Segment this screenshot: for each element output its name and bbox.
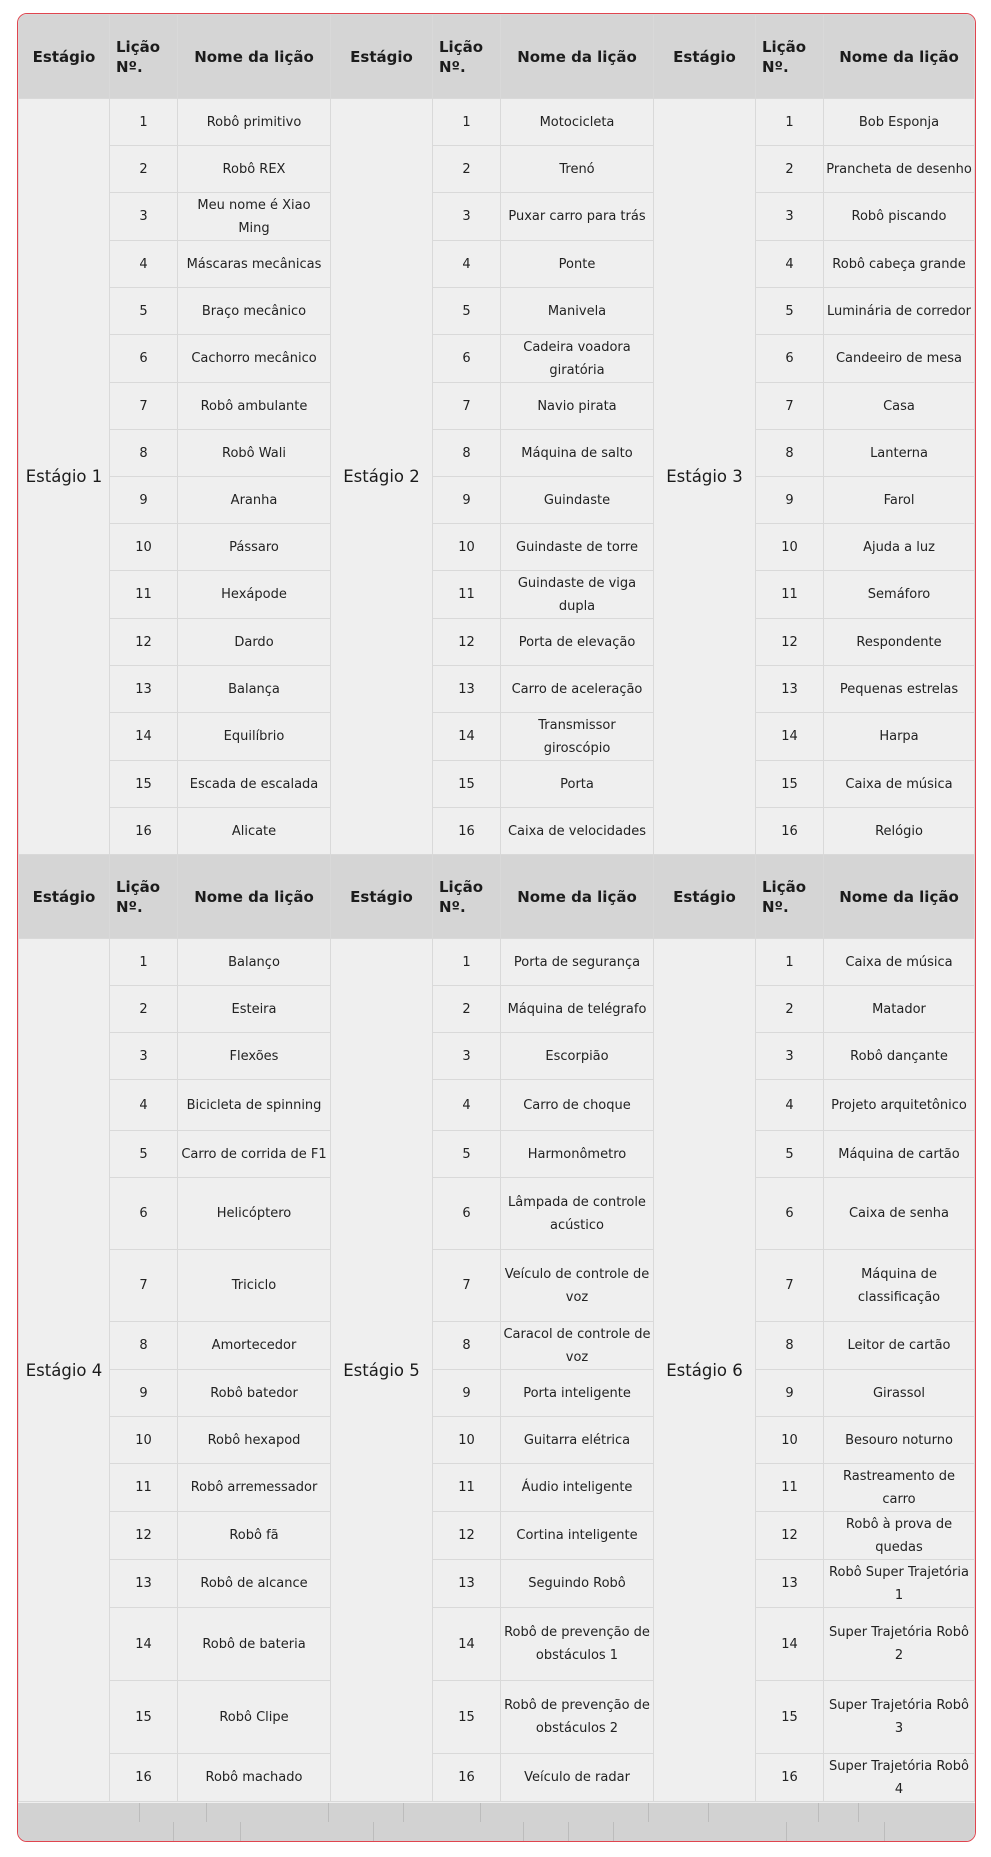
curriculum-table-frame	[17, 13, 976, 1842]
lesson-name: Escorpião	[501, 1033, 654, 1080]
lesson-name: Ponte	[501, 241, 654, 288]
lesson-number: 10	[433, 524, 501, 571]
header-stage: Estágio	[331, 855, 433, 939]
table-footer-bar	[18, 1803, 975, 1841]
lesson-name: Robô Wali	[178, 430, 331, 477]
lesson-name: Aranha	[178, 477, 331, 524]
lesson-number: 7	[110, 1250, 178, 1322]
table-row	[19, 1250, 975, 1322]
table-row	[19, 571, 975, 619]
lesson-name: Máquina de telégrafo	[501, 986, 654, 1033]
lesson-name: Luminária de corredor	[824, 288, 975, 335]
table-row	[19, 1608, 975, 1681]
lesson-name: Áudio inteligente	[501, 1464, 654, 1512]
lesson-number: 5	[110, 1131, 178, 1178]
lesson-number: 8	[110, 1322, 178, 1370]
lesson-name: Carro de choque	[501, 1080, 654, 1131]
header-stage: Estágio	[331, 15, 433, 99]
header-stage: Estágio	[19, 855, 110, 939]
lesson-number: 11	[756, 571, 824, 619]
table-row	[19, 666, 975, 713]
lesson-number: 14	[433, 1608, 501, 1681]
lesson-number: 15	[110, 1681, 178, 1754]
lesson-name: Girassol	[824, 1370, 975, 1417]
lesson-number: 13	[433, 666, 501, 713]
lesson-name: Máquina de cartão	[824, 1131, 975, 1178]
lesson-name: Guindaste de viga dupla	[501, 571, 654, 619]
lesson-name: Cachorro mecânico	[178, 335, 331, 383]
lesson-name: Casa	[824, 383, 975, 430]
lesson-name: Ajuda a luz	[824, 524, 975, 571]
lesson-name: Robô Clipe	[178, 1681, 331, 1754]
lesson-number: 6	[110, 1178, 178, 1250]
lesson-number: 1	[110, 99, 178, 146]
table-row	[19, 524, 975, 571]
table-row	[19, 146, 975, 193]
lesson-name: Robô piscando	[824, 193, 975, 241]
lesson-number: 1	[433, 939, 501, 986]
stage-label: Estágio 4	[19, 939, 110, 1802]
table-row	[19, 193, 975, 241]
lesson-name: Lanterna	[824, 430, 975, 477]
lesson-number: 8	[433, 430, 501, 477]
lesson-name: Robô hexapod	[178, 1417, 331, 1464]
lesson-number: 9	[433, 1370, 501, 1417]
lesson-name: Motocicleta	[501, 99, 654, 146]
lesson-number: 15	[756, 1681, 824, 1754]
lesson-number: 5	[110, 288, 178, 335]
lesson-number: 16	[110, 808, 178, 855]
lesson-number: 3	[110, 1033, 178, 1080]
lesson-name: Caixa de música	[824, 939, 975, 986]
table-row	[19, 1370, 975, 1417]
lesson-number: 14	[756, 1608, 824, 1681]
lesson-name: Guindaste de torre	[501, 524, 654, 571]
lesson-name: Robô machado	[178, 1754, 331, 1802]
header-lesson-no: Lição Nº.	[433, 855, 501, 939]
lesson-name: Porta	[501, 761, 654, 808]
lesson-number: 12	[110, 1512, 178, 1560]
lesson-name: Caixa de velocidades	[501, 808, 654, 855]
lesson-number: 2	[756, 986, 824, 1033]
header-lesson-name: Nome da lição	[824, 855, 975, 939]
lesson-name: Alicate	[178, 808, 331, 855]
header-row	[19, 15, 975, 99]
lesson-name: Flexões	[178, 1033, 331, 1080]
table-row	[19, 1754, 975, 1802]
lesson-number: 4	[433, 241, 501, 288]
lesson-name: Leitor de cartão	[824, 1322, 975, 1370]
lesson-number: 7	[756, 1250, 824, 1322]
lesson-number: 1	[433, 99, 501, 146]
lesson-number: 2	[756, 146, 824, 193]
lesson-number: 13	[756, 666, 824, 713]
lesson-number: 7	[110, 383, 178, 430]
lesson-name: Relógio	[824, 808, 975, 855]
lesson-number: 2	[110, 146, 178, 193]
stage-label: Estágio 5	[331, 939, 433, 1802]
table-row	[19, 1178, 975, 1250]
lesson-name: Carro de aceleração	[501, 666, 654, 713]
lesson-name: Transmissor giroscópio	[501, 713, 654, 761]
lesson-number: 7	[433, 383, 501, 430]
header-stage: Estágio	[654, 15, 756, 99]
table-row	[19, 477, 975, 524]
lesson-name: Guitarra elétrica	[501, 1417, 654, 1464]
lesson-number: 4	[110, 241, 178, 288]
lesson-name: Porta inteligente	[501, 1370, 654, 1417]
lesson-name: Caracol de controle de voz	[501, 1322, 654, 1370]
header-lesson-name: Nome da lição	[501, 15, 654, 99]
curriculum-table	[18, 14, 975, 1802]
lesson-name: Meu nome é Xiao Ming	[178, 193, 331, 241]
lesson-name: Pássaro	[178, 524, 331, 571]
header-lesson-no: Lição Nº.	[110, 15, 178, 99]
lesson-name: Robô cabeça grande	[824, 241, 975, 288]
lesson-name: Semáforo	[824, 571, 975, 619]
lesson-number: 5	[756, 288, 824, 335]
lesson-name: Robô batedor	[178, 1370, 331, 1417]
stage-label: Estágio 3	[654, 99, 756, 855]
lesson-number: 6	[110, 335, 178, 383]
table-row	[19, 808, 975, 855]
lesson-name: Matador	[824, 986, 975, 1033]
lesson-name: Robô arremessador	[178, 1464, 331, 1512]
lesson-name: Amortecedor	[178, 1322, 331, 1370]
lesson-name: Braço mecânico	[178, 288, 331, 335]
header-lesson-name: Nome da lição	[178, 15, 331, 99]
table-row	[19, 1512, 975, 1560]
lesson-name: Trenó	[501, 146, 654, 193]
lesson-number: 6	[756, 335, 824, 383]
lesson-number: 4	[110, 1080, 178, 1131]
lesson-number: 1	[110, 939, 178, 986]
table-row	[19, 713, 975, 761]
lesson-name: Máquina de salto	[501, 430, 654, 477]
lesson-name: Robô Super Trajetória 1	[824, 1560, 975, 1608]
lesson-name: Puxar carro para trás	[501, 193, 654, 241]
lesson-name: Lâmpada de controle acústico	[501, 1178, 654, 1250]
lesson-number: 14	[433, 713, 501, 761]
table-row	[19, 986, 975, 1033]
lesson-number: 12	[756, 1512, 824, 1560]
lesson-number: 11	[110, 571, 178, 619]
lesson-name: Robô ambulante	[178, 383, 331, 430]
lesson-number: 2	[433, 986, 501, 1033]
lesson-number: 16	[756, 808, 824, 855]
lesson-number: 15	[433, 761, 501, 808]
lesson-number: 4	[756, 1080, 824, 1131]
lesson-number: 12	[433, 1512, 501, 1560]
lesson-name: Veículo de radar	[501, 1754, 654, 1802]
lesson-name: Prancheta de desenho	[824, 146, 975, 193]
lesson-number: 10	[110, 524, 178, 571]
lesson-number: 11	[756, 1464, 824, 1512]
lesson-name: Farol	[824, 477, 975, 524]
lesson-name: Cadeira voadora giratória	[501, 335, 654, 383]
lesson-number: 12	[110, 619, 178, 666]
table-row	[19, 383, 975, 430]
header-lesson-no: Lição Nº.	[756, 15, 824, 99]
lesson-name: Bob Esponja	[824, 99, 975, 146]
table-row	[19, 99, 975, 146]
lesson-number: 13	[110, 666, 178, 713]
lesson-name: Balanço	[178, 939, 331, 986]
table-row	[19, 761, 975, 808]
table-row	[19, 1033, 975, 1080]
header-lesson-name: Nome da lição	[178, 855, 331, 939]
lesson-number: 14	[110, 713, 178, 761]
lesson-name: Bicicleta de spinning	[178, 1080, 331, 1131]
lesson-number: 15	[110, 761, 178, 808]
lesson-name: Escada de escalada	[178, 761, 331, 808]
lesson-number: 9	[110, 1370, 178, 1417]
lesson-name: Guindaste	[501, 477, 654, 524]
table-row	[19, 288, 975, 335]
lesson-number: 13	[433, 1560, 501, 1608]
lesson-number: 13	[110, 1560, 178, 1608]
lesson-name: Máscaras mecânicas	[178, 241, 331, 288]
lesson-number: 10	[110, 1417, 178, 1464]
lesson-number: 7	[756, 383, 824, 430]
lesson-name: Cortina inteligente	[501, 1512, 654, 1560]
lesson-number: 5	[756, 1131, 824, 1178]
lesson-name: Harmonômetro	[501, 1131, 654, 1178]
lesson-name: Besouro noturno	[824, 1417, 975, 1464]
lesson-number: 12	[433, 619, 501, 666]
header-lesson-no: Lição Nº.	[756, 855, 824, 939]
lesson-number: 16	[433, 1754, 501, 1802]
lesson-number: 10	[433, 1417, 501, 1464]
lesson-name: Dardo	[178, 619, 331, 666]
table-row	[19, 1464, 975, 1512]
lesson-name: Robô de prevenção de obstáculos 2	[501, 1681, 654, 1754]
table-row	[19, 335, 975, 383]
header-stage: Estágio	[654, 855, 756, 939]
lesson-name: Robô dançante	[824, 1033, 975, 1080]
lesson-name: Super Trajetória Robô 3	[824, 1681, 975, 1754]
lesson-name: Pequenas estrelas	[824, 666, 975, 713]
header-lesson-no: Lição Nº.	[433, 15, 501, 99]
table-row	[19, 1560, 975, 1608]
lesson-number: 8	[756, 430, 824, 477]
lesson-number: 5	[433, 1131, 501, 1178]
lesson-name: Porta de segurança	[501, 939, 654, 986]
lesson-number: 9	[433, 477, 501, 524]
lesson-name: Projeto arquitetônico	[824, 1080, 975, 1131]
lesson-name: Super Trajetória Robô 4	[824, 1754, 975, 1802]
header-lesson-name: Nome da lição	[501, 855, 654, 939]
lesson-number: 3	[433, 1033, 501, 1080]
lesson-name: Máquina de classificação	[824, 1250, 975, 1322]
lesson-number: 9	[756, 477, 824, 524]
lesson-number: 4	[433, 1080, 501, 1131]
table-row	[19, 241, 975, 288]
table-row	[19, 1322, 975, 1370]
lesson-number: 8	[110, 430, 178, 477]
lesson-name: Balança	[178, 666, 331, 713]
lesson-name: Robô REX	[178, 146, 331, 193]
lesson-number: 11	[433, 1464, 501, 1512]
lesson-number: 16	[110, 1754, 178, 1802]
lesson-number: 3	[756, 1033, 824, 1080]
lesson-number: 9	[110, 477, 178, 524]
lesson-number: 6	[756, 1178, 824, 1250]
lesson-number: 3	[110, 193, 178, 241]
lesson-name: Caixa de música	[824, 761, 975, 808]
lesson-number: 4	[756, 241, 824, 288]
lesson-name: Seguindo Robô	[501, 1560, 654, 1608]
lesson-name: Robô à prova de quedas	[824, 1512, 975, 1560]
lesson-name: Carro de corrida de F1	[178, 1131, 331, 1178]
lesson-number: 11	[110, 1464, 178, 1512]
lesson-number: 7	[433, 1250, 501, 1322]
lesson-number: 1	[756, 939, 824, 986]
lesson-number: 10	[756, 1417, 824, 1464]
stage-label: Estágio 1	[19, 99, 110, 855]
lesson-number: 14	[110, 1608, 178, 1681]
table-row	[19, 1131, 975, 1178]
table-row	[19, 1080, 975, 1131]
lesson-number: 13	[756, 1560, 824, 1608]
lesson-number: 9	[756, 1370, 824, 1417]
table-row	[19, 1681, 975, 1754]
lesson-name: Helicóptero	[178, 1178, 331, 1250]
lesson-name: Triciclo	[178, 1250, 331, 1322]
lesson-number: 5	[433, 288, 501, 335]
lesson-number: 1	[756, 99, 824, 146]
header-row	[19, 855, 975, 939]
lesson-name: Harpa	[824, 713, 975, 761]
lesson-number: 8	[756, 1322, 824, 1370]
lesson-number: 6	[433, 1178, 501, 1250]
lesson-name: Caixa de senha	[824, 1178, 975, 1250]
header-stage: Estágio	[19, 15, 110, 99]
lesson-name: Hexápode	[178, 571, 331, 619]
lesson-number: 2	[110, 986, 178, 1033]
lesson-name: Robô de prevenção de obstáculos 1	[501, 1608, 654, 1681]
lesson-number: 12	[756, 619, 824, 666]
lesson-name: Super Trajetória Robô 2	[824, 1608, 975, 1681]
table-row	[19, 430, 975, 477]
lesson-name: Candeeiro de mesa	[824, 335, 975, 383]
lesson-name: Robô primitivo	[178, 99, 331, 146]
table-row	[19, 619, 975, 666]
lesson-number: 15	[756, 761, 824, 808]
lesson-name: Manivela	[501, 288, 654, 335]
lesson-number: 15	[433, 1681, 501, 1754]
table-row	[19, 939, 975, 986]
lesson-name: Robô de alcance	[178, 1560, 331, 1608]
lesson-number: 3	[756, 193, 824, 241]
lesson-number: 8	[433, 1322, 501, 1370]
lesson-name: Porta de elevação	[501, 619, 654, 666]
lesson-name: Rastreamento de carro	[824, 1464, 975, 1512]
lesson-number: 3	[433, 193, 501, 241]
stage-label: Estágio 6	[654, 939, 756, 1802]
header-lesson-name: Nome da lição	[824, 15, 975, 99]
lesson-number: 14	[756, 713, 824, 761]
lesson-name: Veículo de controle de voz	[501, 1250, 654, 1322]
stage-label: Estágio 2	[331, 99, 433, 855]
header-lesson-no: Lição Nº.	[110, 855, 178, 939]
lesson-number: 16	[756, 1754, 824, 1802]
lesson-number: 11	[433, 571, 501, 619]
lesson-number: 10	[756, 524, 824, 571]
lesson-name: Robô de bateria	[178, 1608, 331, 1681]
lesson-name: Navio pirata	[501, 383, 654, 430]
table-row	[19, 1417, 975, 1464]
lesson-name: Esteira	[178, 986, 331, 1033]
lesson-number: 16	[433, 808, 501, 855]
lesson-number: 6	[433, 335, 501, 383]
lesson-number: 2	[433, 146, 501, 193]
lesson-name: Respondente	[824, 619, 975, 666]
lesson-name: Robô fã	[178, 1512, 331, 1560]
lesson-name: Equilíbrio	[178, 713, 331, 761]
